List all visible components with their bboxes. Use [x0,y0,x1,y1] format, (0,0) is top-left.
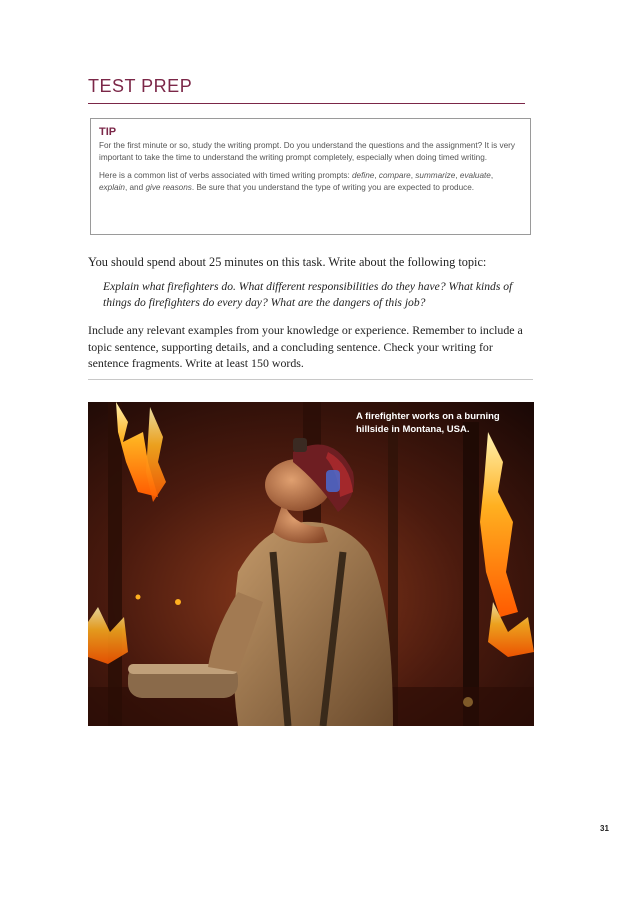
task-intro: You should spend about 25 minutes on this task. Write about the following topic: [88,255,487,269]
tip-p2-sep: , [490,171,494,180]
writing-topic: Explain what firefighters do. What different responsibilities do they have? What kinds of things do firefighters do every day? What are the dangers of this job? [103,280,513,309]
verb-summarize: summarize [415,171,456,180]
section-divider [88,379,533,380]
tip-box [90,118,531,235]
verb-explain: explain [99,182,125,192]
photo-caption: A firefighter works on a burning hillside in Montana, USA. [356,411,500,435]
tip-paragraph-1: For the first minute or so, study the writing prompt. Do you understand the questions and the assignment? It is very important to take the time to understand the writing prompt completely, especially when doing timed writing. [99,141,515,162]
tip-p2-tail: . Be sure that you understand the type of writing you are expected to produce. [191,182,475,192]
tip-p2-sep: , and [124,182,146,192]
verb-evaluate: evaluate [459,171,491,180]
firefighter-photo [88,402,534,726]
title-rule [88,103,525,104]
page-number: 31 [600,824,609,833]
tip-p2-sep: , [374,171,379,180]
tip-p2-sep: , [410,171,416,180]
verb-give-reasons: give reasons [145,182,192,192]
verb-compare: compare [378,171,411,180]
tip-p2-sep: , [455,171,460,180]
verb-define: define [352,171,375,180]
task-instructions: Include any relevant examples from your knowledge or experience. Remember to include a topic sentence, supporting details, and a concluding sentence. Check your writing for sentence fragments. Write at least 150 words. [88,323,523,370]
tip-paragraph-2 [99,170,522,193]
section-title: TEST PREP [88,76,193,96]
tip-heading: TIP [99,126,117,138]
firefighter-photo-illustration [88,402,534,726]
tip-p2-lead: Here is a common list of verbs associated with timed writing prompts: [99,171,352,180]
